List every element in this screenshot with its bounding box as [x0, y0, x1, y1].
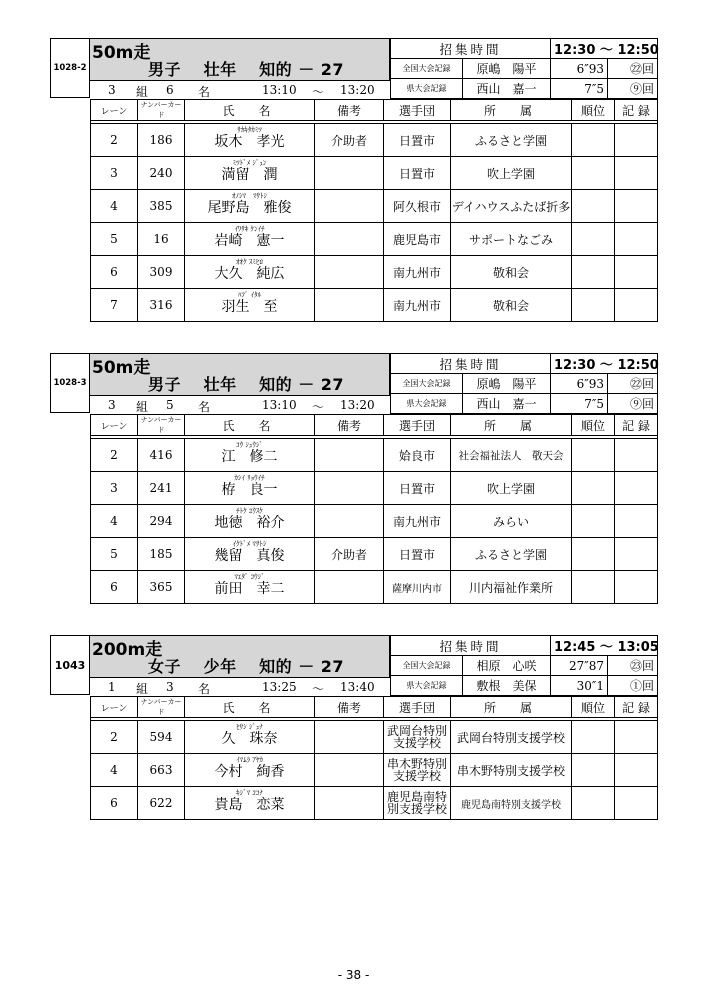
record-cell[interactable] [615, 505, 658, 538]
athlete-name: 大久 純広 [214, 266, 285, 282]
athlete-kana: ﾋｻｼ ｼﾞｭﾅ [236, 723, 263, 731]
record-info-table [390, 635, 658, 696]
note [315, 190, 384, 223]
team: 姶良市 [384, 439, 451, 472]
header-note: 備考 [315, 100, 384, 121]
athlete-name-cell [185, 754, 315, 787]
national-record-round: ㉓回 [608, 656, 658, 676]
rank-cell[interactable] [572, 190, 615, 223]
lane-number: 6 [91, 787, 138, 820]
athlete-kana: ｵﾉｼﾏ ﾏｻﾄｼ [232, 192, 267, 200]
athlete-name: 幾留 真俊 [214, 548, 285, 564]
group-start: 13:10 [262, 83, 297, 97]
pref-record-time: 7″5 [551, 79, 608, 99]
affiliation: 串木野特別支援学校 [451, 754, 572, 787]
athlete-name: 坂木 孝光 [214, 134, 285, 150]
team: 鹿児島市 [384, 223, 451, 256]
athlete-kana: ﾊﾌﾞ ｲﾀﾙ [237, 291, 262, 299]
team: 日置市 [384, 538, 451, 571]
group-count: 3 [166, 680, 174, 694]
card-number: 385 [138, 190, 185, 223]
group-tilde: ～ [312, 400, 325, 414]
table-row [91, 754, 658, 787]
lane-number: 5 [91, 223, 138, 256]
pref-record-label: 県大会記録 [391, 394, 463, 414]
rank-cell[interactable] [572, 157, 615, 190]
table-row [91, 157, 658, 190]
event-name: 200m走 [92, 640, 163, 660]
lane-number: 2 [91, 439, 138, 472]
event-name: 50m走 [92, 43, 151, 63]
card-number: 594 [138, 721, 185, 754]
card-number: 240 [138, 157, 185, 190]
rank-cell[interactable] [572, 787, 615, 820]
group-kumi: 組 [136, 85, 149, 99]
athlete-name: 地徳 裕介 [214, 515, 285, 531]
card-number: 185 [138, 538, 185, 571]
rank-cell[interactable] [572, 754, 615, 787]
athlete-kana: ｷｼﾞﾏ ｺｺﾅ [236, 789, 263, 797]
team: 阿久根市 [384, 190, 451, 223]
header-record: 記 録 [615, 697, 658, 718]
table-row [91, 721, 658, 754]
athlete-name: 江 修二 [221, 449, 278, 465]
team: 日置市 [384, 472, 451, 505]
note [315, 472, 384, 505]
record-cell[interactable] [615, 472, 658, 505]
table-row [91, 505, 658, 538]
event-category: 男子 壮年 知的 － 27 [148, 375, 345, 394]
lane-table [90, 99, 658, 322]
table-row [91, 472, 658, 505]
athlete-name-cell [185, 505, 315, 538]
athlete-name: 前田 幸二 [214, 581, 285, 597]
rank-cell[interactable] [572, 571, 615, 604]
table-row [91, 223, 658, 256]
note [315, 439, 384, 472]
athlete-kana: ﾐﾂﾄﾞﾒ ｼﾞｭﾝ [232, 159, 267, 167]
team: 南九州市 [384, 289, 451, 322]
athlete-kana: ﾏｴﾀﾞ ｺｳｼﾞ [234, 573, 265, 581]
note [315, 505, 384, 538]
affiliation: 鹿児島南特別支援学校 [451, 787, 572, 820]
header-note: 備考 [315, 415, 384, 436]
group-number: 3 [108, 83, 116, 97]
record-cell[interactable] [615, 157, 658, 190]
lane-number: 4 [91, 754, 138, 787]
card-number: 309 [138, 256, 185, 289]
affiliation: 吹上学園 [451, 157, 572, 190]
note: 介助者 [315, 538, 384, 571]
athlete-name-cell [185, 439, 315, 472]
group-kumi: 組 [136, 400, 149, 414]
pref-record-label: 県大会記録 [391, 676, 463, 696]
team: 薩摩川内市 [384, 571, 451, 604]
header-record: 記 録 [615, 100, 658, 121]
team [384, 787, 451, 820]
group-end: 13:20 [340, 398, 375, 412]
pref-record-round: ⑨回 [608, 79, 658, 99]
group-start: 13:10 [262, 398, 297, 412]
header-rank: 順位 [572, 100, 615, 121]
record-cell[interactable] [615, 538, 658, 571]
header-affiliation: 所 属 [451, 415, 572, 436]
gather-time: 12:30 ～ 12:50 [551, 354, 658, 374]
athlete-name: 久 珠奈 [221, 731, 278, 747]
card-number: 241 [138, 472, 185, 505]
affiliation: ふるさと学園 [451, 538, 572, 571]
team: 日置市 [384, 124, 451, 157]
note [315, 223, 384, 256]
lane-number: 3 [91, 157, 138, 190]
card-number: 416 [138, 439, 185, 472]
athlete-name-cell [185, 223, 315, 256]
note [315, 256, 384, 289]
table-row [91, 124, 658, 157]
group-end: 13:20 [340, 83, 375, 97]
card-number: 316 [138, 289, 185, 322]
header-card: ナンバーカード [138, 697, 185, 718]
rank-cell[interactable] [572, 538, 615, 571]
group-mei: 名 [198, 682, 211, 696]
header-card: ナンバーカード [138, 100, 185, 121]
record-cell[interactable] [615, 256, 658, 289]
group-start: 13:25 [262, 680, 297, 694]
national-record-time: 27″87 [551, 656, 608, 676]
rank-cell[interactable] [572, 223, 615, 256]
group-tilde: ～ [312, 682, 325, 696]
gather-time: 12:45 ～ 13:05 [551, 636, 658, 656]
event-title-box [90, 635, 390, 677]
national-record-round: ㉒回 [608, 374, 658, 394]
card-number: 294 [138, 505, 185, 538]
record-cell[interactable] [615, 754, 658, 787]
pref-record-name: 西山 嘉一 [463, 79, 551, 99]
header-rank: 順位 [572, 697, 615, 718]
lane-number: 3 [91, 472, 138, 505]
pref-record-time: 7″5 [551, 394, 608, 414]
lane-number: 6 [91, 256, 138, 289]
note [315, 721, 384, 754]
athlete-kana: ｲﾜｻｷ ｹﾝｲﾁ [234, 225, 265, 233]
athlete-name: 尾野島 雅俊 [207, 200, 292, 216]
team-line-2: 支援学校 [392, 769, 441, 783]
card-number: 663 [138, 754, 185, 787]
lane-number: 5 [91, 538, 138, 571]
event-title-box [90, 38, 390, 80]
athlete-name-cell [185, 157, 315, 190]
athlete-kana: ｶｼｲ ﾘｮｳｲﾁ [234, 474, 265, 482]
record-cell[interactable] [615, 289, 658, 322]
affiliation: 吹上学園 [451, 472, 572, 505]
team-line-1: 鹿児島南特 [386, 790, 447, 804]
affiliation: 社会福祉法人 敬天会 [451, 439, 572, 472]
lane-number: 4 [91, 505, 138, 538]
national-record-name: 相原 心咲 [463, 656, 551, 676]
event-id-box: 1028-2 [50, 38, 90, 98]
record-cell[interactable] [615, 787, 658, 820]
rank-cell[interactable] [572, 256, 615, 289]
group-mei: 名 [198, 400, 211, 414]
athlete-name-cell [185, 721, 315, 754]
affiliation: みらい [451, 505, 572, 538]
national-record-label: 全国大会記録 [391, 656, 463, 676]
rank-cell[interactable] [572, 289, 615, 322]
pref-record-label: 県大会記録 [391, 79, 463, 99]
gather-time: 12:30 ～ 12:50 [551, 39, 658, 59]
athlete-name-cell [185, 571, 315, 604]
header-name: 氏 名 [185, 697, 315, 718]
team-line-2: 支援学校 [392, 736, 441, 750]
athlete-name-cell [185, 289, 315, 322]
group-tilde: ～ [312, 85, 325, 99]
affiliation: 敬和会 [451, 256, 572, 289]
lane-number: 4 [91, 190, 138, 223]
rank-cell[interactable] [572, 505, 615, 538]
affiliation: 武岡台特別支援学校 [451, 721, 572, 754]
affiliation: デイハウスふたば折多 [451, 190, 572, 223]
table-row [91, 256, 658, 289]
group-end: 13:40 [340, 680, 375, 694]
pref-record-name: 西山 嘉一 [463, 394, 551, 414]
group-count: 6 [166, 83, 174, 97]
athlete-name: 貴島 恋菜 [214, 797, 285, 813]
national-record-label: 全国大会記録 [391, 59, 463, 79]
header-team: 選手団 [384, 100, 451, 121]
athlete-name-cell [185, 124, 315, 157]
event-id-box: 1043 [50, 635, 90, 695]
header-team: 選手団 [384, 697, 451, 718]
national-record-time: 6″93 [551, 374, 608, 394]
athlete-name-cell [185, 472, 315, 505]
team [384, 721, 451, 754]
note [315, 289, 384, 322]
record-info-table [390, 38, 658, 99]
lane-number: 2 [91, 124, 138, 157]
group-info [90, 395, 390, 415]
header-note: 備考 [315, 697, 384, 718]
event-title-box [90, 353, 390, 395]
record-cell[interactable] [615, 439, 658, 472]
note [315, 157, 384, 190]
record-cell[interactable] [615, 223, 658, 256]
team-line-1: 串木野特別 [386, 757, 447, 771]
table-row [91, 571, 658, 604]
group-info [90, 677, 390, 697]
group-kumi: 組 [136, 682, 149, 696]
athlete-kana: ﾁﾄｸ ﾕｳｽｹ [236, 507, 263, 515]
header-affiliation: 所 属 [451, 697, 572, 718]
athlete-kana: ｲｸﾄﾞﾒ ﾏｻﾄｼ [232, 540, 267, 548]
table-row [91, 190, 658, 223]
team [384, 754, 451, 787]
national-record-time: 6″93 [551, 59, 608, 79]
event-id-box: 1028-3 [50, 353, 90, 413]
athlete-name: 今村 絢香 [214, 764, 285, 780]
header-affiliation: 所 属 [451, 100, 572, 121]
group-count: 5 [166, 398, 174, 412]
group-info [90, 80, 390, 100]
note: 介助者 [315, 124, 384, 157]
header-name: 氏 名 [185, 415, 315, 436]
lane-table [90, 414, 658, 604]
card-number: 622 [138, 787, 185, 820]
gather-label: 招集時間 [391, 636, 551, 656]
table-row [91, 289, 658, 322]
event-category: 女子 少年 知的 － 27 [148, 657, 345, 676]
rank-cell[interactable] [572, 721, 615, 754]
group-number: 3 [108, 398, 116, 412]
header-lane: レーン [91, 100, 138, 121]
group-mei: 名 [198, 85, 211, 99]
athlete-kana: ｵｵｸ ｽﾐﾋﾛ [236, 258, 263, 266]
header-name: 氏 名 [185, 100, 315, 121]
rank-cell[interactable] [572, 472, 615, 505]
affiliation: ふるさと学園 [451, 124, 572, 157]
athlete-name-cell [185, 538, 315, 571]
note [315, 787, 384, 820]
table-row [91, 538, 658, 571]
athlete-kana: ｲﾏﾑﾗ ｱﾔｶ [236, 756, 263, 764]
event-name: 50m走 [92, 358, 151, 378]
lane-table [90, 696, 658, 820]
team: 日置市 [384, 157, 451, 190]
card-number: 365 [138, 571, 185, 604]
header-card: ナンバーカード [138, 415, 185, 436]
athlete-name: 岩崎 憲一 [214, 233, 285, 249]
team: 南九州市 [384, 256, 451, 289]
pref-record-time: 30″1 [551, 676, 608, 696]
rank-cell[interactable] [572, 439, 615, 472]
athlete-name-cell [185, 256, 315, 289]
record-info-table [390, 353, 658, 414]
pref-record-round: ⑨回 [608, 394, 658, 414]
team-line-1: 武岡台特別 [386, 724, 447, 738]
national-record-label: 全国大会記録 [391, 374, 463, 394]
pref-record-round: ①回 [608, 676, 658, 696]
event-category: 男子 壮年 知的 － 27 [148, 60, 345, 79]
lane-number: 6 [91, 571, 138, 604]
page-number: - 38 - [337, 968, 370, 982]
table-row [91, 439, 658, 472]
record-cell[interactable] [615, 721, 658, 754]
athlete-name: 栫 良一 [221, 482, 278, 498]
record-cell[interactable] [615, 571, 658, 604]
athlete-name: 満留 潤 [221, 167, 278, 183]
national-record-name: 原嶋 陽平 [463, 59, 551, 79]
header-record: 記 録 [615, 415, 658, 436]
athlete-name-cell [185, 787, 315, 820]
lane-number: 7 [91, 289, 138, 322]
record-cell[interactable] [615, 190, 658, 223]
lane-number: 2 [91, 721, 138, 754]
gather-label: 招集時間 [391, 354, 551, 374]
header-lane: レーン [91, 697, 138, 718]
affiliation: 敬和会 [451, 289, 572, 322]
group-number: 1 [108, 680, 116, 694]
affiliation: サポートなごみ [451, 223, 572, 256]
note [315, 754, 384, 787]
team: 南九州市 [384, 505, 451, 538]
gather-label: 招集時間 [391, 39, 551, 59]
athlete-kana: ｺｳ ｼｭｳｼﾞ [236, 441, 263, 449]
header-lane: レーン [91, 415, 138, 436]
athlete-name: 羽生 至 [221, 299, 278, 315]
table-row [91, 787, 658, 820]
note [315, 571, 384, 604]
pref-record-name: 敷根 美保 [463, 676, 551, 696]
athlete-kana: ｻｶｷﾀｶﾐﾂ [237, 126, 262, 134]
header-rank: 順位 [572, 415, 615, 436]
team-line-2: 別支援学校 [386, 802, 447, 816]
card-number: 16 [138, 223, 185, 256]
card-number: 186 [138, 124, 185, 157]
rank-cell[interactable] [572, 124, 615, 157]
national-record-name: 原嶋 陽平 [463, 374, 551, 394]
athlete-name-cell [185, 190, 315, 223]
affiliation: 川内福祉作業所 [451, 571, 572, 604]
record-cell[interactable] [615, 124, 658, 157]
header-team: 選手団 [384, 415, 451, 436]
national-record-round: ㉒回 [608, 59, 658, 79]
